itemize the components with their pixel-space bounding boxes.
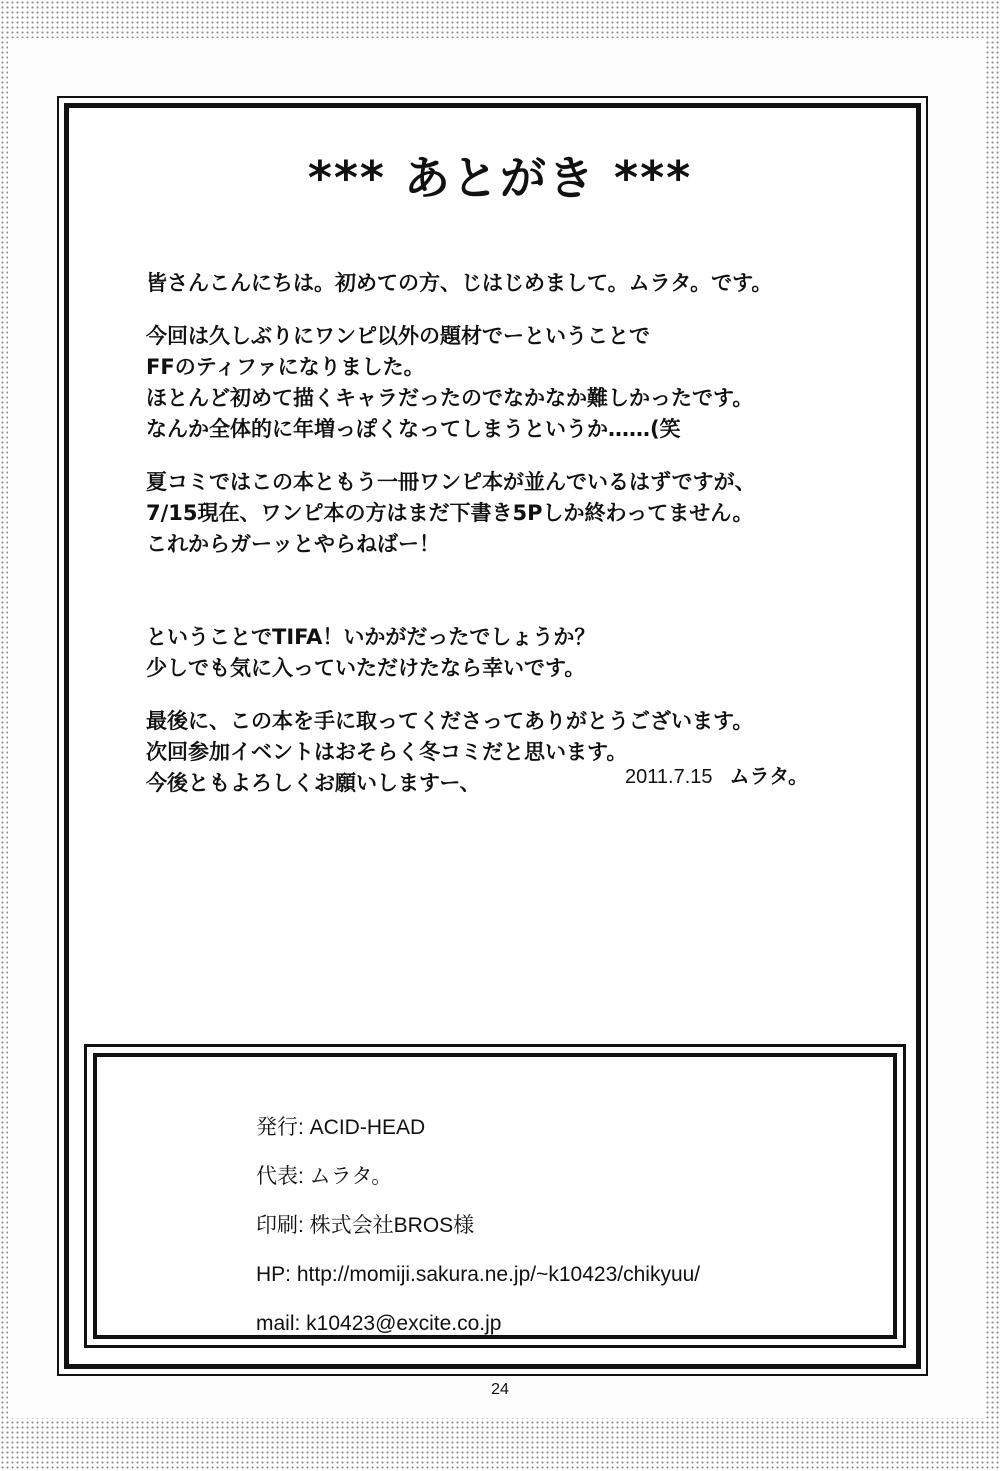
afterword-body [146, 268, 866, 821]
text-line: 今回は久しぶりにワンピ以外の題材でーということで [146, 324, 650, 348]
signature-date: 2011.7.15 [625, 766, 713, 788]
text-line: 今後ともよろしくお願いしますー、 [146, 771, 481, 795]
afterword-title: *** あとがき *** [307, 151, 693, 205]
text-line: ほとんど初めて描くキャラだったのでなかなか難しかったです。 [146, 386, 754, 410]
colophon-representative: 代表: ムラタ。 [256, 1165, 393, 1188]
text-line: これからガーッとやらねばー！ [146, 532, 440, 556]
signature-name: ムラタ。 [729, 764, 809, 788]
signature [625, 760, 808, 789]
colophon-mail: mail: k10423@excite.co.jp [256, 1312, 502, 1335]
paragraph-greeting [146, 268, 866, 299]
colophon-homepage: HP: http://momiji.sakura.ne.jp/~k10423/chikyuu/ [256, 1263, 701, 1286]
colophon [256, 1110, 700, 1355]
text-line: 皆さんこんにちは。初めての方、じはじめまして。ムラタ。です。 [146, 271, 773, 295]
page-number: 24 [491, 1381, 509, 1398]
text-line: 最後に、この本を手に取ってくださってありがとうございます。 [146, 709, 754, 733]
paragraph-tifa [146, 622, 866, 684]
paragraph-summer-comiket [146, 467, 866, 560]
text-line: FFのティファになりました。 [146, 355, 425, 379]
text-line: 少しでも気に入っていただけたなら幸いです。 [146, 656, 586, 680]
colophon-printer: 印刷: 株式会社BROS様 [256, 1214, 475, 1237]
text-line: 次回参加イベントはおそらく冬コミだと思います。 [146, 740, 628, 764]
text-line: 夏コミではこの本ともう一冊ワンピ本が並んでいるはずですが、 [146, 470, 756, 494]
text-line: 7/15現在、ワンピ本の方はまだ下書き5Pしか終わってません。 [146, 501, 754, 525]
colophon-publisher: 発行: ACID-HEAD [256, 1116, 426, 1139]
text-line: ということでTIFA！いかがだったでしょうか？ [146, 625, 596, 649]
text-line: なんか全体的に年増っぽくなってしまうというか……(笑 [146, 417, 681, 441]
paragraph-subject [146, 321, 866, 445]
